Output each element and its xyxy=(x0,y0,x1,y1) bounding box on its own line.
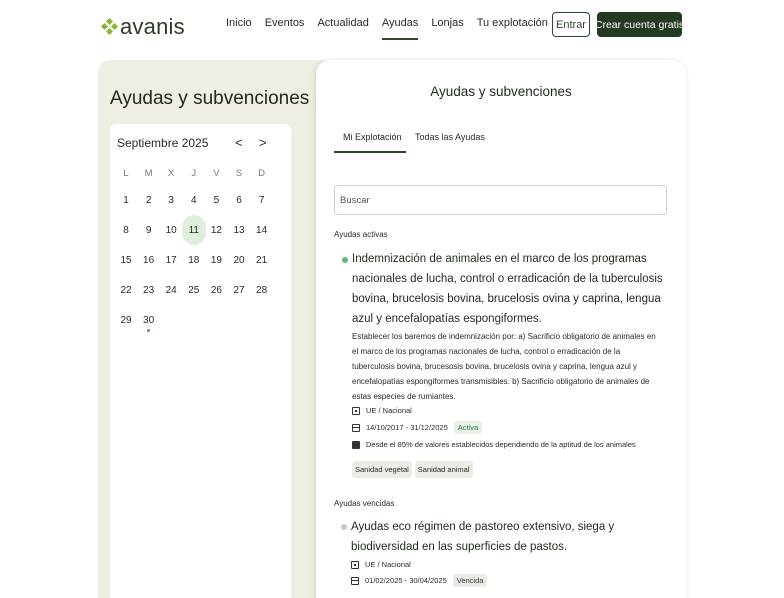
calendar-icon xyxy=(351,577,359,585)
calendar-day[interactable]: 14 xyxy=(256,224,268,236)
calendar-day[interactable]: 24 xyxy=(165,284,177,296)
logo[interactable] xyxy=(102,14,185,40)
calendar-day[interactable]: 23 xyxy=(143,284,155,296)
status-badge: Activa xyxy=(454,421,482,434)
calendar-day[interactable]: 13 xyxy=(233,224,245,236)
calendar-weekday: D xyxy=(258,167,266,179)
login-button[interactable]: Entrar xyxy=(552,12,590,37)
calendar-day[interactable]: 29 xyxy=(120,314,132,326)
aid-title[interactable]: Ayudas eco régimen de pastoreo extensivo, siega y biodiversidad en las superficies de pastos. xyxy=(351,521,615,553)
nav-eventos[interactable]: Eventos xyxy=(264,17,305,29)
calendar-day[interactable]: 27 xyxy=(233,284,245,296)
nav-tu-explotacion[interactable]: Tu explotación xyxy=(476,17,548,29)
aid-scope-text: UE / Nacional xyxy=(365,560,411,569)
scope-icon xyxy=(351,561,359,569)
calendar-day[interactable]: 16 xyxy=(143,254,155,266)
calendar-day[interactable]: 25 xyxy=(188,284,200,296)
top-header xyxy=(0,0,784,50)
calendar-day[interactable]: 17 xyxy=(165,254,177,266)
calendar-day[interactable]: 30 xyxy=(143,314,155,326)
calendar-day[interactable]: 3 xyxy=(168,194,174,206)
main-nav xyxy=(226,17,561,40)
calendar-weekday: J xyxy=(191,167,197,179)
search-input[interactable]: Buscar xyxy=(334,185,667,215)
calendar xyxy=(110,124,291,598)
calendar-day[interactable]: 21 xyxy=(256,254,268,266)
active-aids-label: Ayudas activas xyxy=(334,230,388,239)
calendar-day[interactable]: 8 xyxy=(123,224,129,236)
main-panel xyxy=(316,60,686,598)
nav-lonjas[interactable]: Lonjas xyxy=(431,17,464,29)
calendar-day[interactable]: 10 xyxy=(165,224,177,236)
aid-amount xyxy=(352,440,636,449)
aid-amount-text: Desde el 85% de valores establecidos dependiendo de la aptitud de los animales xyxy=(366,440,636,449)
scope-icon xyxy=(352,407,360,415)
aid-scope-text: UE / Nacional xyxy=(366,406,412,415)
calendar-day[interactable]: 28 xyxy=(256,284,268,296)
expired-status-dot xyxy=(341,524,347,530)
calendar-day[interactable]: 20 xyxy=(233,254,245,266)
calendar-day[interactable]: 5 xyxy=(213,194,220,206)
calendar-day[interactable]: 4 xyxy=(191,194,197,206)
logo-icon xyxy=(102,19,118,35)
calendar-prev-button[interactable]: < xyxy=(235,135,243,150)
aid-dates-text: 01/02/2025 - 30/04/2025 xyxy=(365,576,447,585)
calendar-day-today[interactable]: 11 xyxy=(182,215,206,245)
nav-ayudas[interactable]: Ayudas xyxy=(382,17,419,40)
calendar-weekday: L xyxy=(123,167,129,179)
money-icon xyxy=(352,441,360,449)
aid-description: Establecer los baremos de indemnización por: a) Sacrificio obligatorio de animales en el marco de los programas nacionales de lucha, control o erradicación de la tuberculosis bovina, brucesosis bovina, brucelosis ovina y caprina, lengua azul y encefalopatías espongiformes transmisibles. b) Sacrificio obligatorio de animales de estas especies de rumiantes. xyxy=(352,332,656,401)
expired-aids-label: Ayudas vencidas xyxy=(334,499,395,508)
nav-actualidad[interactable]: Actualidad xyxy=(317,17,369,29)
calendar-day[interactable]: 12 xyxy=(210,224,222,236)
calendar-icon xyxy=(352,424,360,432)
calendar-day[interactable]: 9 xyxy=(145,224,152,236)
calendar-weekday: M xyxy=(144,167,153,179)
calendar-month: Septiembre 2025 xyxy=(117,136,209,150)
tab-todas-las-ayudas[interactable]: Todas las Ayudas xyxy=(415,132,485,142)
calendar-day[interactable]: 26 xyxy=(210,284,222,296)
tag-sanidad-vegetal[interactable]: Sanidad vegetal xyxy=(352,461,412,478)
calendar-day[interactable]: 15 xyxy=(120,254,132,266)
calendar-day[interactable]: 1 xyxy=(123,194,129,206)
signup-button[interactable]: Crear cuenta gratis xyxy=(597,12,682,37)
calendar-day[interactable]: 6 xyxy=(236,194,242,206)
tab-mi-explotacion[interactable]: Mi Explotación xyxy=(343,132,402,142)
active-status-dot xyxy=(342,257,348,263)
calendar-day[interactable]: 19 xyxy=(210,254,222,266)
calendar-day[interactable]: 7 xyxy=(258,194,265,206)
aid-scope xyxy=(351,560,411,569)
aid-dates xyxy=(351,574,487,587)
aid-scope xyxy=(352,406,412,415)
calendar-next-button[interactable]: > xyxy=(259,135,267,150)
active-tab-indicator xyxy=(334,151,406,153)
logo-text: avanis xyxy=(120,14,185,39)
calendar-day[interactable]: 18 xyxy=(188,254,200,266)
sidebar-panel xyxy=(98,60,328,598)
aid-dates xyxy=(352,421,482,434)
calendar-day[interactable]: 2 xyxy=(145,194,152,206)
aid-dates-text: 14/10/2017 - 31/12/2025 xyxy=(366,423,448,432)
nav-inicio[interactable]: Inicio xyxy=(226,17,252,29)
calendar-weekday: S xyxy=(235,167,243,179)
tag-sanidad-animal[interactable]: Sanidad animal xyxy=(415,461,473,478)
status-badge: Vencida xyxy=(453,574,488,587)
calendar-weekday: X xyxy=(168,167,175,179)
sidebar-title: Ayudas y subvenciones xyxy=(110,88,310,109)
aid-title[interactable]: Indemnización de animales en el marco de los programas nacionales de lucha, control o erradicación de la tuberculosis bovina, brucelosis bovina, brucelosis ovina y caprina, lengua azul y encefalopatías espongiformes. xyxy=(352,253,663,325)
aid-tags xyxy=(352,461,476,478)
calendar-day[interactable]: 22 xyxy=(120,284,132,296)
page-title: Ayudas y subvenciones xyxy=(430,84,572,99)
calendar-weekday: V xyxy=(213,167,220,179)
calendar-event-dot xyxy=(147,329,150,332)
